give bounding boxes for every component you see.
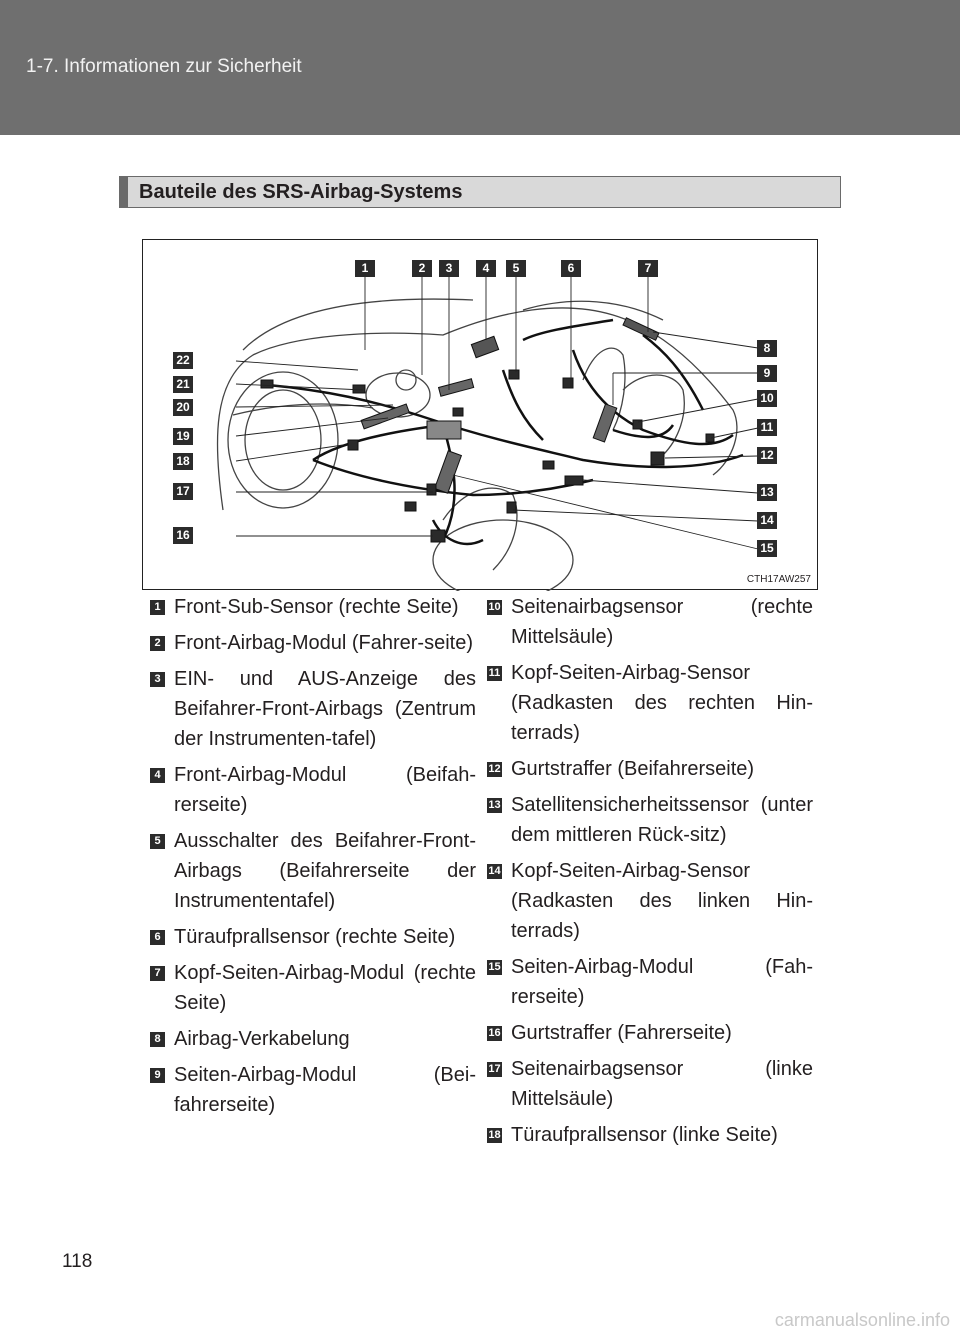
- callout-number: 9: [757, 365, 777, 382]
- legend-text: Satellitensicherheitssensor (unter dem mittleren Rück-sitz): [511, 794, 813, 846]
- callout-number: 17: [173, 483, 193, 500]
- callout-number: 8: [757, 340, 777, 357]
- legend-number-badge: 4: [150, 768, 165, 783]
- callout-number: 20: [173, 399, 193, 416]
- legend-text: Ausschalter des Beifahrer-Front-Airbags (Beifahrerseite der Instrumententafel): [174, 830, 476, 912]
- callout-number: 7: [638, 260, 658, 277]
- legend-item: [487, 856, 813, 946]
- callout-number: 10: [757, 390, 777, 407]
- header-title: 1-7. Informationen zur Sicherheit: [26, 56, 302, 77]
- page-number: 118: [62, 1251, 93, 1272]
- legend-text: Seitenairbagsensor (rechte Mittelsäule): [511, 596, 813, 648]
- airbag-system-diagram: [142, 239, 818, 590]
- legend-item: [150, 760, 476, 820]
- callout-number: 22: [173, 352, 193, 369]
- legend-item: [150, 826, 476, 916]
- legend-item: [150, 1024, 476, 1054]
- legend-item: [150, 1060, 476, 1120]
- legend-left-column: [150, 592, 476, 1126]
- legend-text: Seiten-Airbag-Modul (Fah-rerseite): [511, 956, 813, 1008]
- callout-number: 6: [561, 260, 581, 277]
- callout-number: 13: [757, 484, 777, 501]
- callout-number: 21: [173, 376, 193, 393]
- legend-item: [487, 1018, 813, 1048]
- callout-number: 15: [757, 540, 777, 557]
- legend-number-badge: 12: [488, 763, 501, 775]
- legend-text: Kopf-Seiten-Airbag-Modul (rechte Seite): [174, 962, 476, 1014]
- callout-number: 19: [173, 428, 193, 445]
- legend-number-badge: 6: [150, 930, 165, 945]
- legend-item: [487, 1120, 813, 1150]
- callout-number: 2: [412, 260, 432, 277]
- legend-text: Kopf-Seiten-Airbag-Sensor (Radkasten des rechten Hin-terrads): [511, 662, 813, 744]
- legend-item: [487, 952, 813, 1012]
- legend-number-badge: 16: [488, 1027, 501, 1039]
- legend-number-badge: 14: [488, 865, 501, 877]
- legend-item: [150, 592, 476, 622]
- legend-text: Seitenairbagsensor (linke Mittelsäule): [511, 1058, 813, 1110]
- callout-number: 18: [173, 453, 193, 470]
- legend-text: Gurtstraffer (Beifahrerseite): [511, 758, 755, 780]
- legend-text: Türaufprallsensor (rechte Seite): [174, 926, 456, 948]
- legend-text: Türaufprallsensor (linke Seite): [511, 1124, 778, 1146]
- watermark: carmanualsonline.info: [774, 1310, 950, 1330]
- callout-number: 1: [355, 260, 375, 277]
- legend-text: Seiten-Airbag-Modul (Bei-fahrerseite): [174, 1064, 476, 1116]
- legend-number-badge: 18: [488, 1129, 501, 1141]
- legend-number-badge: 8: [150, 1032, 165, 1047]
- legend-item: [487, 658, 813, 748]
- legend-text: Front-Airbag-Modul (Beifah-rerseite): [174, 764, 476, 816]
- section-heading-text: Bauteile des SRS-Airbag-Systems: [139, 181, 463, 203]
- legend-item: [150, 664, 476, 754]
- section-heading-bar: [120, 177, 128, 207]
- callout-number: 11: [757, 419, 777, 436]
- page-header: [0, 0, 960, 135]
- callout-number: 12: [757, 447, 777, 464]
- legend-item: [487, 592, 813, 652]
- callout-number: 14: [757, 512, 777, 529]
- callout-number: 3: [439, 260, 459, 277]
- legend-number-badge: 7: [150, 966, 165, 981]
- callout-number: 5: [506, 260, 526, 277]
- legend-item: [150, 628, 476, 658]
- legend-text: Front-Airbag-Modul (Fahrer-seite): [174, 632, 473, 654]
- legend-number-badge: 10: [488, 601, 501, 613]
- legend-text: Airbag-Verkabelung: [174, 1028, 350, 1050]
- callout-number: 16: [173, 527, 193, 544]
- callout-number: 4: [476, 260, 496, 277]
- legend-right-column: [487, 592, 813, 1156]
- section-heading: [119, 176, 841, 208]
- legend-number-badge: 5: [150, 834, 165, 849]
- legend-text: Front-Sub-Sensor (rechte Seite): [174, 596, 459, 618]
- legend-number-badge: 11: [488, 667, 501, 679]
- legend-text: Kopf-Seiten-Airbag-Sensor (Radkasten des linken Hin-terrads): [511, 860, 813, 942]
- legend-number-badge: 17: [488, 1063, 501, 1075]
- legend-number-badge: 13: [488, 799, 501, 811]
- legend-text: EIN- und AUS-Anzeige des Beifahrer-Front-Airbags (Zentrum der Instrumenten-tafel): [174, 668, 476, 750]
- legend-item: [487, 790, 813, 850]
- legend-item: [487, 1054, 813, 1114]
- legend-item: [150, 958, 476, 1018]
- legend-item: [487, 754, 813, 784]
- legend-number-badge: 2: [150, 636, 165, 651]
- car-illustration: [143, 240, 819, 591]
- legend-number-badge: 3: [150, 672, 165, 687]
- legend-number-badge: 15: [488, 961, 501, 973]
- legend-number-badge: 1: [150, 600, 165, 615]
- legend-item: [150, 922, 476, 952]
- figure-code: CTH17AW257: [746, 574, 811, 585]
- legend-text: Gurtstraffer (Fahrerseite): [511, 1022, 732, 1044]
- legend-number-badge: 9: [150, 1068, 165, 1083]
